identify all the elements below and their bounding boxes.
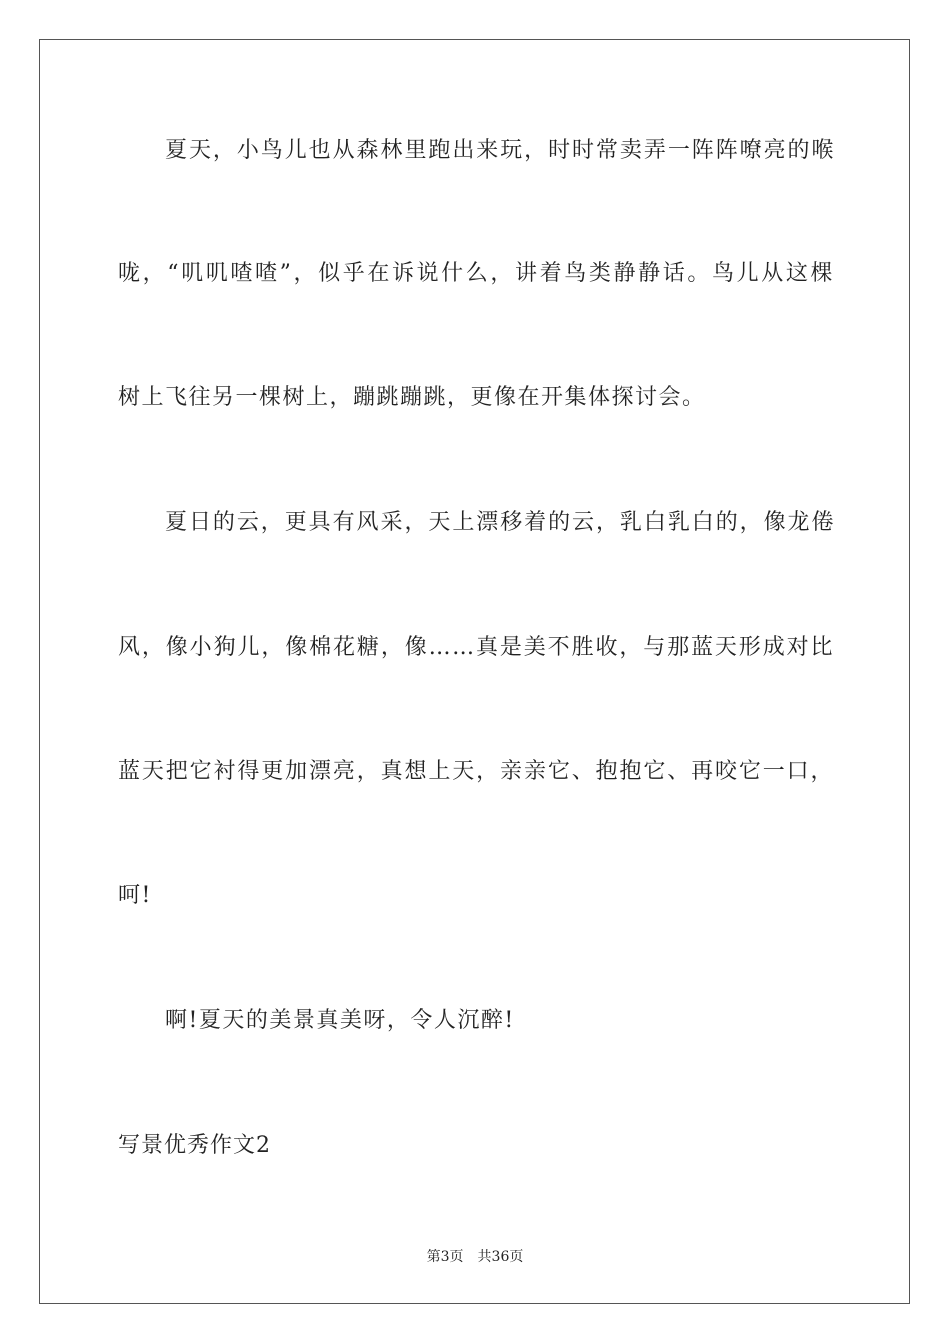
paragraph-1-line-1: 夏天，小鸟儿也从森林里跑出来玩，时时常卖弄一阵阵嘹亮的喉: [165, 138, 835, 163]
paragraph-3-line-1: 啊!夏天的美景真美呀，令人沉醉!: [165, 1008, 515, 1033]
paragraph-1-line-2: 咙，“叽叽喳喳”，似乎在诉说什么，讲着鸟类静静话。鸟儿从这棵: [118, 261, 834, 286]
section-heading: 写景优秀作文2: [118, 1133, 271, 1158]
page-footer: [0, 1247, 950, 1267]
total-pages-label: 共36页: [477, 1249, 524, 1265]
page-border: [39, 39, 910, 1304]
paragraph-2-line-2: 风，像小狗儿，像棉花糖，像……真是美不胜收，与那蓝天形成对比: [118, 635, 834, 660]
paragraph-2-line-3: 蓝天把它衬得更加漂亮，真想上天，亲亲它、抱抱它、再咬它一口，: [118, 759, 834, 784]
paragraph-1-line-3: 树上飞往另一棵树上，蹦跳蹦跳，更像在开集体探讨会。: [118, 385, 706, 410]
current-page-label: 第3页: [426, 1249, 464, 1265]
paragraph-2-line-4: 呵!: [118, 883, 152, 908]
paragraph-2-line-1: 夏日的云，更具有风采，天上漂移着的云，乳白乳白的，像龙倦: [165, 510, 835, 535]
